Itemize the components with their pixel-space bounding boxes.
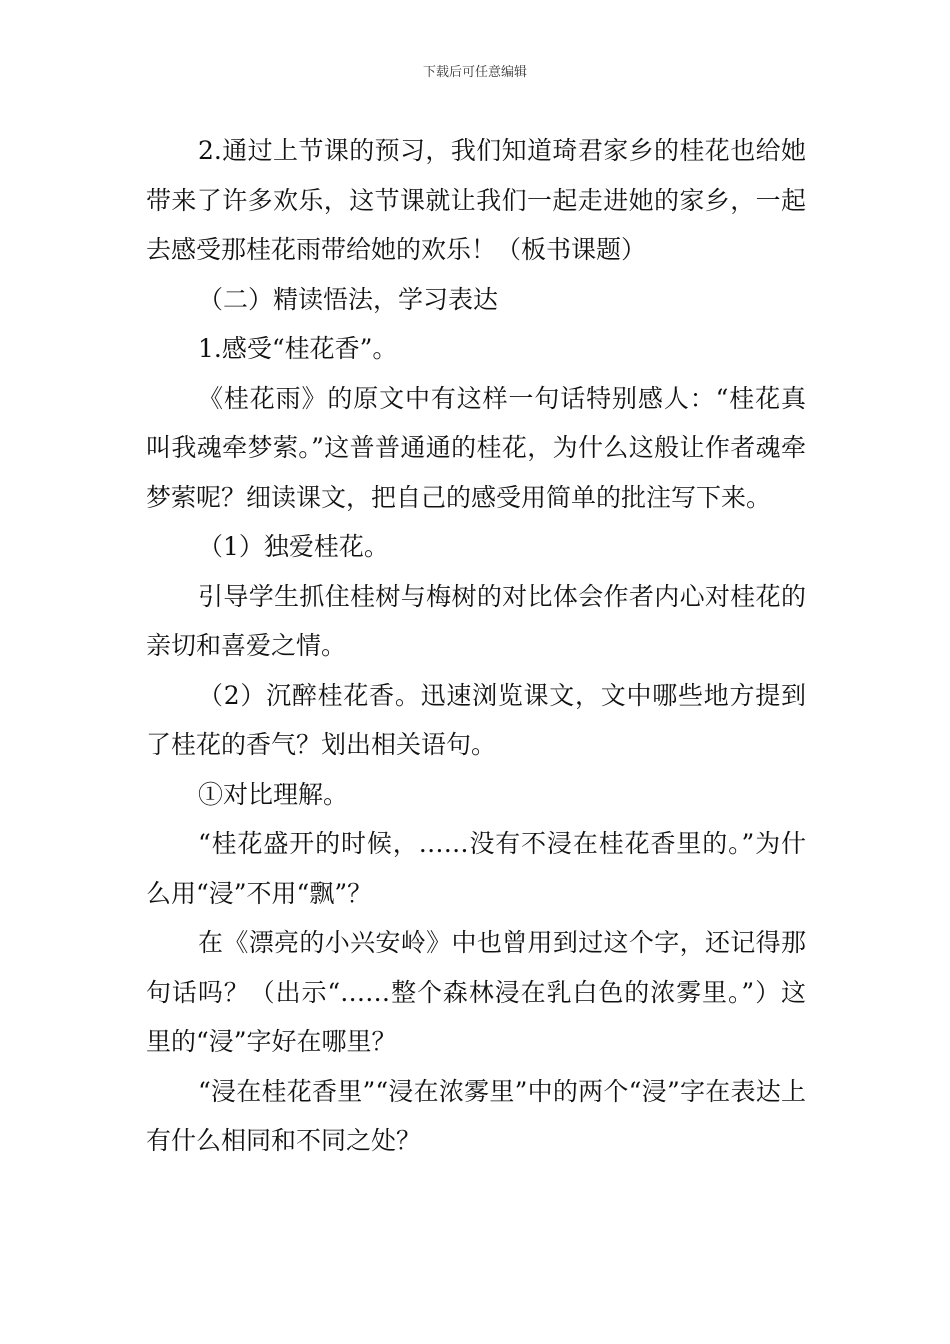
step-heading: ①对比理解。	[198, 779, 349, 809]
paragraph-question-2: 在《漂亮的小兴安岭》中也曾用到过这个字，还记得那句话吗？（出示“……整个森林浸在乳白色的浓雾里。”）这里的“浸”字好在哪里？	[146, 928, 806, 1056]
point-heading-1: （1）独爱桂花。	[198, 532, 389, 561]
paragraph-guidance: 引导学生抓住桂树与梅树的对比体会作者内心对桂花的亲切和喜爱之情。	[146, 581, 806, 660]
document-body	[146, 126, 806, 1166]
subsection-heading: 1.感受“桂花香”。	[198, 334, 398, 363]
point-heading-2: （2）沉醉桂花香。迅速浏览课文，文中哪些地方提到了桂花的香气？划出相关语句。	[146, 680, 806, 759]
section-heading: （二）精读悟法，学习表达	[198, 284, 499, 314]
paragraph-quote-intro: 《桂花雨》的原文中有这样一句话特别感人：“桂花真叫我魂牵梦萦。”这普普通通的桂花，为什么这般让作者魂牵梦萦呢？细读课文，把自己的感受用简单的批注写下来。	[146, 383, 806, 512]
page-header-note: 下载后可任意编辑	[422, 65, 527, 80]
paragraph-intro: 2.通过上节课的预习，我们知道琦君家乡的桂花也给她带来了许多欢乐，这节课就让我们一起走进她的家乡，一起去感受那桂花雨带给她的欢乐！（板书课题）	[146, 136, 806, 264]
paragraph-question-1: “桂花盛开的时候，……没有不浸在桂花香里的。”为什么用“浸”不用“飘”？	[146, 829, 806, 908]
paragraph-question-3: “浸在桂花香里”“浸在浓雾里”中的两个“浸”字在表达上有什么相同和不同之处？	[146, 1076, 806, 1155]
